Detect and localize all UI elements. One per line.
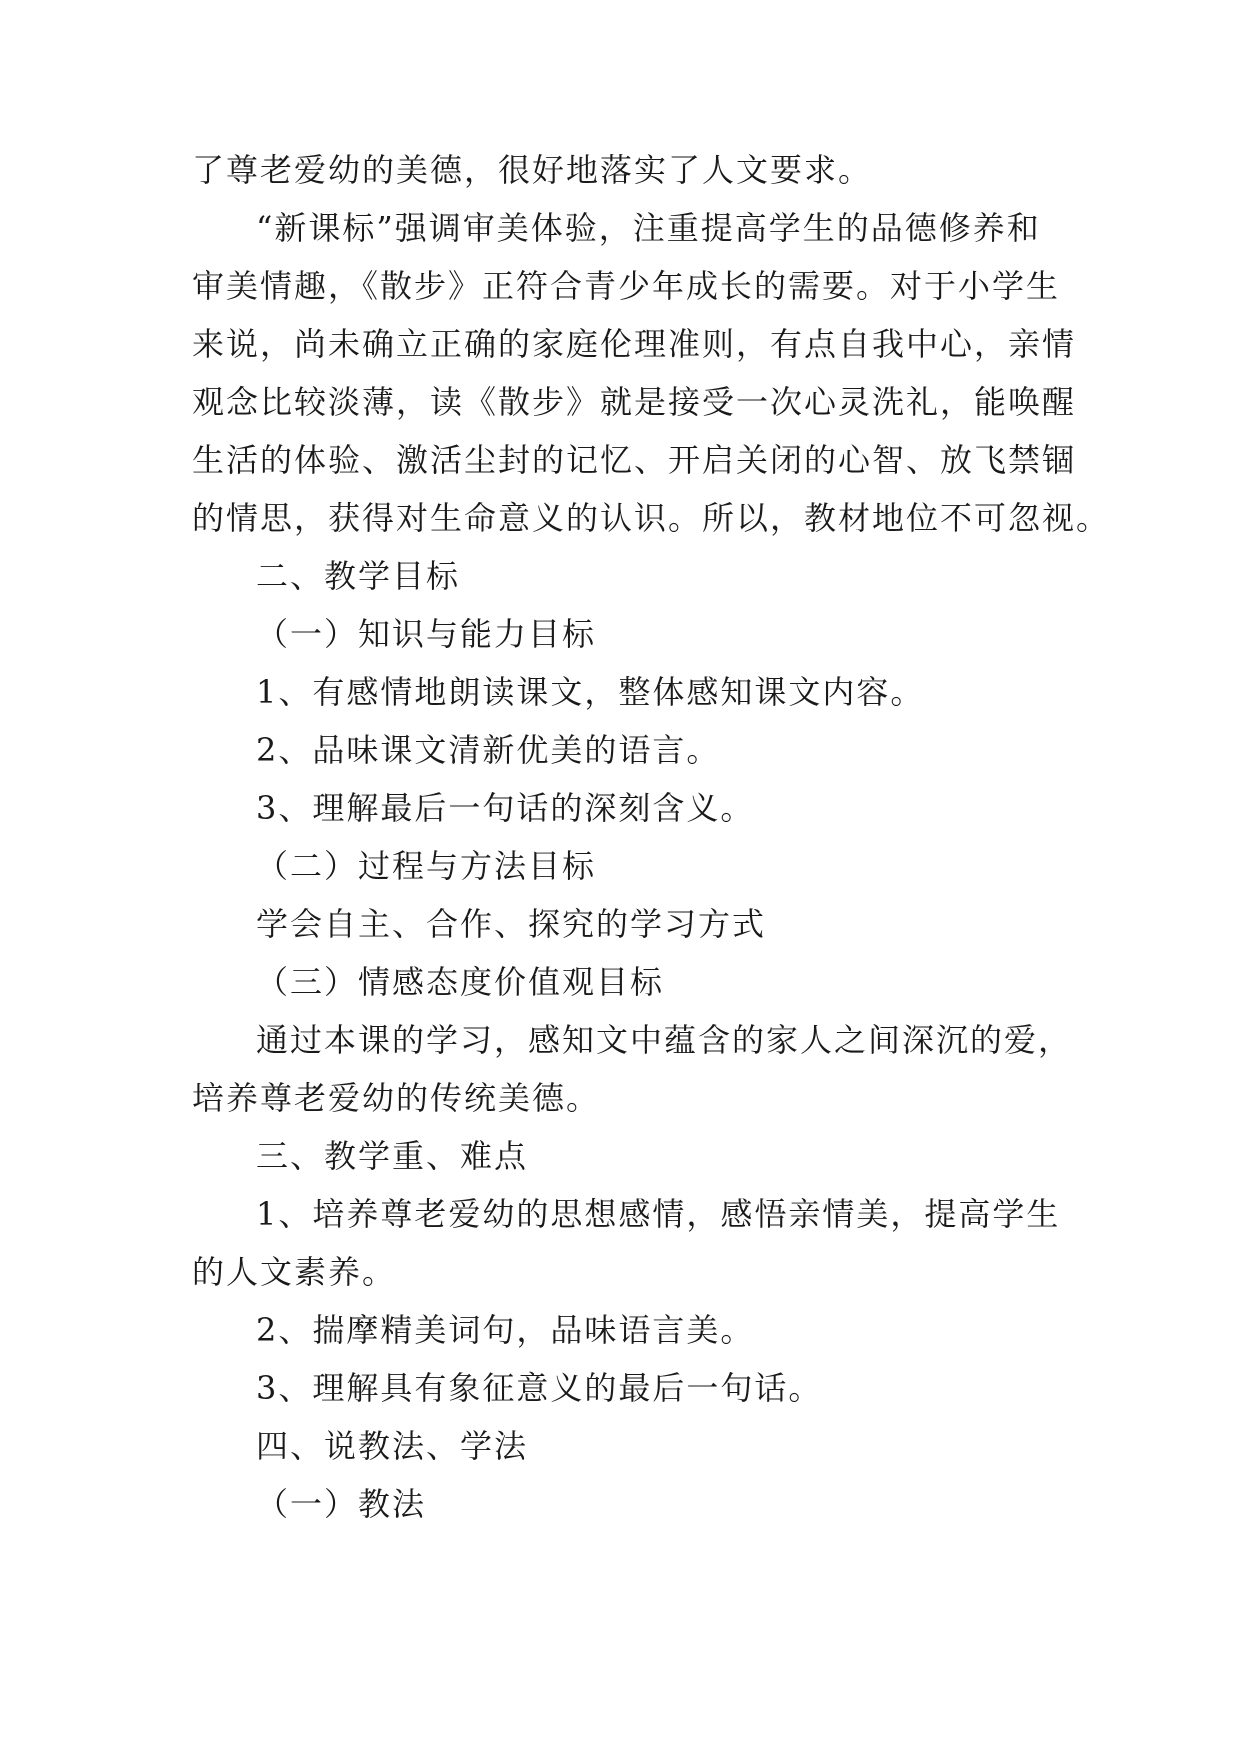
paragraph-line: 通过本课的学习，感知文中蕴含的家人之间深沉的爱， [256, 1021, 1073, 1059]
section-heading: 四、说教法、学法 [256, 1427, 529, 1465]
section-heading: 三、教学重、难点 [256, 1137, 529, 1175]
list-item: 3、理解具有象征意义的最后一句话。 [256, 1369, 823, 1407]
paragraph-line: 观念比较淡薄，读《散步》就是接受一次心灵洗礼，能唤醒 [192, 383, 1077, 421]
paragraph-line: 培养尊老爱幼的传统美德。 [192, 1079, 601, 1117]
subsection-heading: （三）情感态度价值观目标 [256, 963, 665, 1001]
paragraph-line: 生活的体验、激活尘封的记忆、开启关闭的心智、放飞禁锢 [192, 441, 1077, 479]
paragraph-line: 学会自主、合作、探究的学习方式 [256, 905, 767, 943]
paragraph-line: “新课标”强调审美体验，注重提高学生的品德修养和 [256, 209, 1041, 247]
list-item: 2、揣摩精美词句，品味语言美。 [256, 1311, 755, 1349]
list-item: 2、品味课文清新优美的语言。 [256, 731, 721, 769]
paragraph-line: 审美情趣，《散步》正符合青少年成长的需要。对于小学生 [192, 267, 1061, 305]
subsection-heading: （二）过程与方法目标 [256, 847, 597, 885]
section-heading: 二、教学目标 [256, 557, 461, 595]
paragraph-line: 的人文素养。 [192, 1253, 397, 1291]
paragraph-line: 来说，尚未确立正确的家庭伦理准则，有点自我中心，亲情 [192, 325, 1077, 363]
subsection-heading: （一）教法 [256, 1485, 427, 1523]
list-item: 1、有感情地朗读课文，整体感知课文内容。 [256, 673, 925, 711]
list-item: 3、理解最后一句话的深刻含义。 [256, 789, 755, 827]
list-item: 1、培养尊老爱幼的思想感情，感悟亲情美，提高学生 [256, 1195, 1061, 1233]
paragraph-line: 了尊老爱幼的美德，很好地落实了人文要求。 [192, 151, 873, 189]
paragraph-line: 的情思，获得对生命意义的认识。所以，教材地位不可忽视。 [192, 499, 1111, 537]
subsection-heading: （一）知识与能力目标 [256, 615, 597, 653]
